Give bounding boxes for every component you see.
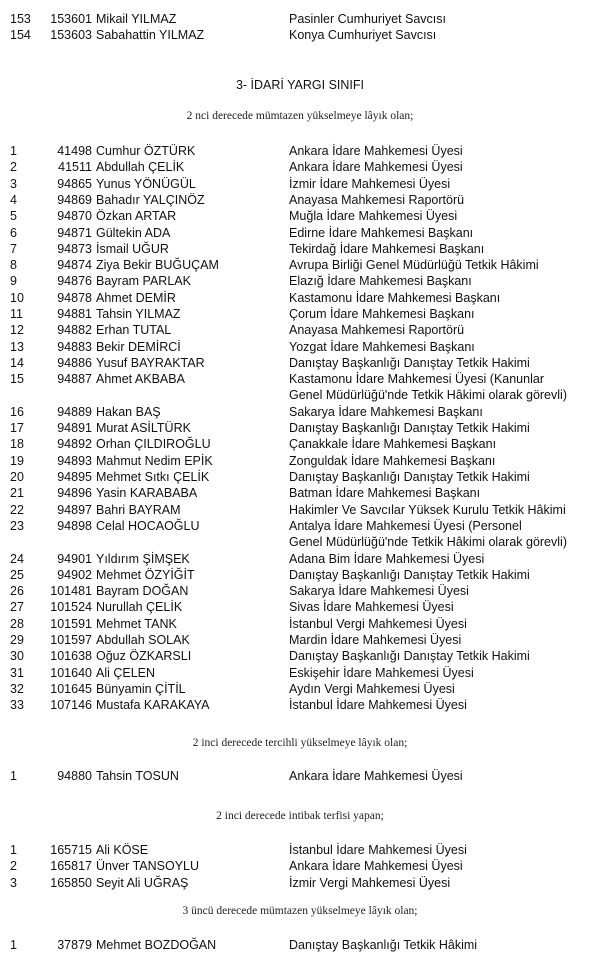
entry-name: Mehmet Sıtkı ÇELİK xyxy=(96,470,210,484)
entry-registry-number: 94886 xyxy=(57,355,92,370)
entry-registry-number: 101640 xyxy=(50,665,92,680)
entry-number: 1 xyxy=(10,938,17,952)
entry-position: Pasinler Cumhuriyet Savcısı xyxy=(289,12,447,26)
entry-number: 31 xyxy=(10,665,24,680)
entry-position: Anayasa Mahkemesi Raportörü xyxy=(289,192,465,207)
entry-registry-number: 94887 xyxy=(57,372,92,387)
entry-name: Ahmet AKBABA xyxy=(96,372,185,387)
entry-position: Anayasa Mahkemesi Raportörü xyxy=(289,323,465,338)
entry-name: Sabahattin YILMAZ xyxy=(96,28,205,43)
entry-name: Ahmet DEMİR xyxy=(96,290,176,305)
entry-position: Ankara İdare Mahkemesi Üyesi xyxy=(289,769,463,783)
entry-name: Ali KÖSE xyxy=(96,843,149,857)
entry-number: 33 xyxy=(10,698,24,713)
entry-position: Çanakkale İdare Mahkemesi Başkanı xyxy=(289,437,497,452)
entry-registry-number: 41511 xyxy=(58,160,92,175)
entry-number: 12 xyxy=(10,323,24,338)
entry-registry-number: 94876 xyxy=(57,274,92,289)
entry-registry-number: 101645 xyxy=(50,681,92,696)
entry-registry-number: 94896 xyxy=(57,486,92,501)
entry-position: Sakarya İdare Mahkemesi Üyesi xyxy=(289,584,469,599)
entry-name: Yusuf BAYRAKTAR xyxy=(96,355,205,370)
entry-registry-number: 153603 xyxy=(50,28,92,43)
entry-position: Edirne İdare Mahkemesi Başkanı xyxy=(289,225,474,240)
entry-number: 25 xyxy=(10,567,24,582)
entry-position: Antalya İdare Mahkemesi Üyesi (Personel xyxy=(289,518,522,533)
entry-position: Avrupa Birliği Genel Müdürlüğü Tetkik Hâkimi xyxy=(289,258,539,273)
group-note: 3 üncü derecede mümtazen yükselmeye lâyık olan; xyxy=(182,905,418,917)
entry-number: 1 xyxy=(10,144,17,158)
entry-registry-number: 94898 xyxy=(57,518,92,533)
entry-name: Yıldırım ŞİMŞEK xyxy=(96,551,190,566)
entry-position: İstanbul İdare Mahkemesi Üyesi xyxy=(289,843,467,857)
entry-registry-number: 165715 xyxy=(50,843,92,857)
entry-registry-number: 94869 xyxy=(57,192,92,207)
entry-registry-number: 101591 xyxy=(50,616,92,631)
entry-number: 1 xyxy=(10,769,17,783)
entry-name: Mahmut Nedim EPİK xyxy=(96,453,213,468)
entry-number: 3 xyxy=(10,875,17,890)
entry-number: 153 xyxy=(10,12,31,26)
entry-position: İstanbul Vergi Mahkemesi Üyesi xyxy=(289,616,467,631)
entry-registry-number: 94895 xyxy=(57,470,92,484)
entry-name: Tahsin TOSUN xyxy=(96,769,179,783)
entry-number: 29 xyxy=(10,633,24,647)
entry-position: Danıştay Başkanlığı Danıştay Tetkik Hakimi xyxy=(289,421,530,436)
entry-position: Sivas İdare Mahkemesi Üyesi xyxy=(289,600,454,615)
entry-registry-number: 94873 xyxy=(57,241,92,256)
group-note: 2 inci derecede tercihli yükselmeye lâyık olan; xyxy=(192,737,408,749)
entry-position: Danıştay Başkanlığı Danıştay Tetkik Hakimi xyxy=(289,470,530,484)
entry-number: 22 xyxy=(10,502,24,517)
entry-position: Danıştay Başkanlığı Danıştay Tetkik Hakimi xyxy=(289,649,530,664)
entry-number: 2 xyxy=(10,859,17,874)
entry-name: Mustafa KARAKAYA xyxy=(96,698,210,713)
entry-name: Bahadır YALÇINÖZ xyxy=(96,192,205,207)
entry-registry-number: 94871 xyxy=(57,225,92,240)
entry-registry-number: 94878 xyxy=(57,290,92,305)
entry-position: Tekirdağ İdare Mahkemesi Başkanı xyxy=(289,241,485,256)
entry-number: 10 xyxy=(10,290,24,305)
entry-number: 28 xyxy=(10,616,24,631)
entry-number: 13 xyxy=(10,339,24,354)
entry-registry-number: 94889 xyxy=(57,404,92,419)
entry-name: Mehmet BOZDOĞAN xyxy=(96,938,217,952)
entry-number: 24 xyxy=(10,551,24,566)
entry-position-continuation: Genel Müdürlüğü'nde Tetkik Hâkimi olarak görevli) xyxy=(289,534,567,549)
entry-registry-number: 107146 xyxy=(50,698,92,713)
entry-number: 8 xyxy=(10,258,17,273)
entry-position: Ankara İdare Mahkemesi Üyesi xyxy=(289,160,463,175)
entry-position: Mardin İdare Mahkemesi Üyesi xyxy=(289,633,462,647)
entry-registry-number: 94865 xyxy=(57,176,92,191)
entry-position: Danıştay Başkanlığı Danıştay Tetkik Hakimi xyxy=(289,355,530,370)
entry-name: Bahri BAYRAM xyxy=(96,502,181,517)
entry-name: Erhan TUTAL xyxy=(96,323,172,338)
entry-registry-number: 94893 xyxy=(57,453,92,468)
entry-number: 14 xyxy=(10,355,24,370)
entry-number: 26 xyxy=(10,584,24,599)
entry-position: Danıştay Başkanlığı Tetkik Hâkimi xyxy=(289,938,478,952)
entry-number: 18 xyxy=(10,437,24,452)
entry-position: Adana Bim İdare Mahkemesi Üyesi xyxy=(289,551,485,566)
entry-position: Çorum İdare Mahkemesi Başkanı xyxy=(289,307,475,321)
entry-name: Bayram PARLAK xyxy=(96,274,191,289)
entry-position: Elazığ İdare Mahkemesi Başkanı xyxy=(289,274,472,289)
entry-position: Yozgat İdare Mahkemesi Başkanı xyxy=(289,339,475,354)
entry-name: Mehmet ÖZYİĞİT xyxy=(96,567,195,582)
entry-number: 15 xyxy=(10,372,24,387)
entry-registry-number: 165850 xyxy=(50,875,92,890)
entry-position-continuation: Genel Müdürlüğü'nde Tetkik Hâkimi olarak görevli) xyxy=(289,388,567,403)
entry-position: Zonguldak İdare Mahkemesi Başkanı xyxy=(289,453,496,468)
entry-name: Bayram DOĞAN xyxy=(96,584,189,599)
entry-position: İzmir Vergi Mahkemesi Üyesi xyxy=(289,875,451,890)
entry-registry-number: 94891 xyxy=(57,421,92,436)
entry-number: 3 xyxy=(10,176,17,191)
entry-name: İsmail UĞUR xyxy=(96,241,169,256)
entry-number: 6 xyxy=(10,225,17,240)
entry-registry-number: 41498 xyxy=(57,144,92,158)
entry-name: Yunus YÖNÜGÜL xyxy=(96,176,196,191)
entry-position: Ankara İdare Mahkemesi Üyesi xyxy=(289,144,463,158)
entry-name: Mikail YILMAZ xyxy=(96,12,177,26)
entry-name: Mehmet TANK xyxy=(96,616,177,631)
entry-position: Kastamonu İdare Mahkemesi Başkanı xyxy=(289,290,501,305)
entry-name: Seyit Ali UĞRAŞ xyxy=(96,875,189,890)
entry-name: Hakan BAŞ xyxy=(96,404,161,419)
entry-number: 16 xyxy=(10,404,24,419)
entry-name: Bekir DEMİRCİ xyxy=(96,339,181,354)
entry-number: 30 xyxy=(10,649,24,664)
entry-name: Ziya Bekir BUĞUÇAM xyxy=(96,258,219,273)
entry-registry-number: 94882 xyxy=(57,323,92,338)
entry-number: 27 xyxy=(10,600,24,615)
entry-name: Nurullah ÇELİK xyxy=(96,600,183,615)
entry-registry-number: 37879 xyxy=(57,938,92,952)
entry-name: Tahsin YILMAZ xyxy=(96,307,181,321)
group-note: 2 nci derecede mümtazen yükselmeye lâyık olan; xyxy=(186,110,414,122)
section-title: 3- İDARİ YARGI SINIFI xyxy=(235,78,365,92)
entry-name: Bünyamin ÇİTİL xyxy=(96,681,186,696)
entry-number: 154 xyxy=(10,28,31,43)
entry-number: 11 xyxy=(10,307,23,321)
entry-registry-number: 101638 xyxy=(50,649,92,664)
entry-registry-number: 94874 xyxy=(57,258,92,273)
entry-position: Danıştay Başkanlığı Danıştay Tetkik Hakimi xyxy=(289,567,530,582)
entry-registry-number: 94883 xyxy=(57,339,92,354)
entry-number: 23 xyxy=(10,518,24,533)
entry-number: 21 xyxy=(10,486,24,501)
entry-name: Ali ÇELEN xyxy=(96,665,156,680)
entry-registry-number: 94892 xyxy=(57,437,92,452)
entry-number: 4 xyxy=(10,192,17,207)
entry-registry-number: 94901 xyxy=(57,551,92,566)
entry-number: 17 xyxy=(10,421,24,436)
entry-number: 2 xyxy=(10,160,17,175)
entry-registry-number: 94880 xyxy=(57,769,92,783)
entry-position: İzmir İdare Mahkemesi Üyesi xyxy=(289,176,451,191)
entry-position: İstanbul İdare Mahkemesi Üyesi xyxy=(289,698,467,713)
group-note: 2 inci derecede intibak terfisi yapan; xyxy=(216,810,384,822)
entry-position: Eskişehir İdare Mahkemesi Üyesi xyxy=(289,665,474,680)
entry-registry-number: 165817 xyxy=(50,859,92,874)
entry-registry-number: 94897 xyxy=(57,502,92,517)
entry-number: 7 xyxy=(10,241,17,256)
entry-registry-number: 153601 xyxy=(50,12,92,26)
entry-name: Abdullah ÇELİK xyxy=(96,160,185,175)
entry-position: Kastamonu İdare Mahkemesi Üyesi (Kanunlar xyxy=(289,372,544,387)
entry-registry-number: 94902 xyxy=(57,567,92,582)
entry-number: 32 xyxy=(10,681,24,696)
entry-name: Oğuz ÖZKARSLI xyxy=(96,649,192,664)
entry-name: Yasin KARABABA xyxy=(96,486,198,501)
entry-number: 5 xyxy=(10,209,17,224)
entry-name: Celal HOCAOĞLU xyxy=(96,518,200,533)
entry-registry-number: 101524 xyxy=(50,600,92,615)
entry-registry-number: 94881 xyxy=(57,307,92,321)
entry-name: Abdullah SOLAK xyxy=(96,633,190,647)
entry-registry-number: 94870 xyxy=(57,209,92,224)
entry-number: 9 xyxy=(10,274,17,289)
entry-name: Orhan ÇILDIROĞLU xyxy=(96,437,211,452)
entry-registry-number: 101481 xyxy=(50,584,92,599)
entry-position: Ankara İdare Mahkemesi Üyesi xyxy=(289,859,463,874)
entry-position: Sakarya İdare Mahkemesi Başkanı xyxy=(289,404,483,419)
entry-name: Murat ASİLTÜRK xyxy=(96,421,191,436)
entry-name: Cumhur ÖZTÜRK xyxy=(96,144,196,158)
entry-number: 20 xyxy=(10,470,24,484)
entry-name: Ünver TANSOYLU xyxy=(96,859,200,874)
entry-position: Aydın Vergi Mahkemesi Üyesi xyxy=(289,681,455,696)
entry-number: 1 xyxy=(10,843,17,857)
entry-position: Batman İdare Mahkemesi Başkanı xyxy=(289,486,481,501)
entry-name: Özkan ARTAR xyxy=(96,209,177,224)
entry-number: 19 xyxy=(10,453,24,468)
entry-position: Konya Cumhuriyet Savcısı xyxy=(289,28,437,43)
entry-registry-number: 101597 xyxy=(50,633,92,647)
entry-name: Gültekin ADA xyxy=(96,225,171,240)
entry-position: Muğla İdare Mahkemesi Üyesi xyxy=(289,209,458,224)
entry-position: Hakimler Ve Savcılar Yüksek Kurulu Tetkik Hâkimi xyxy=(289,502,566,517)
